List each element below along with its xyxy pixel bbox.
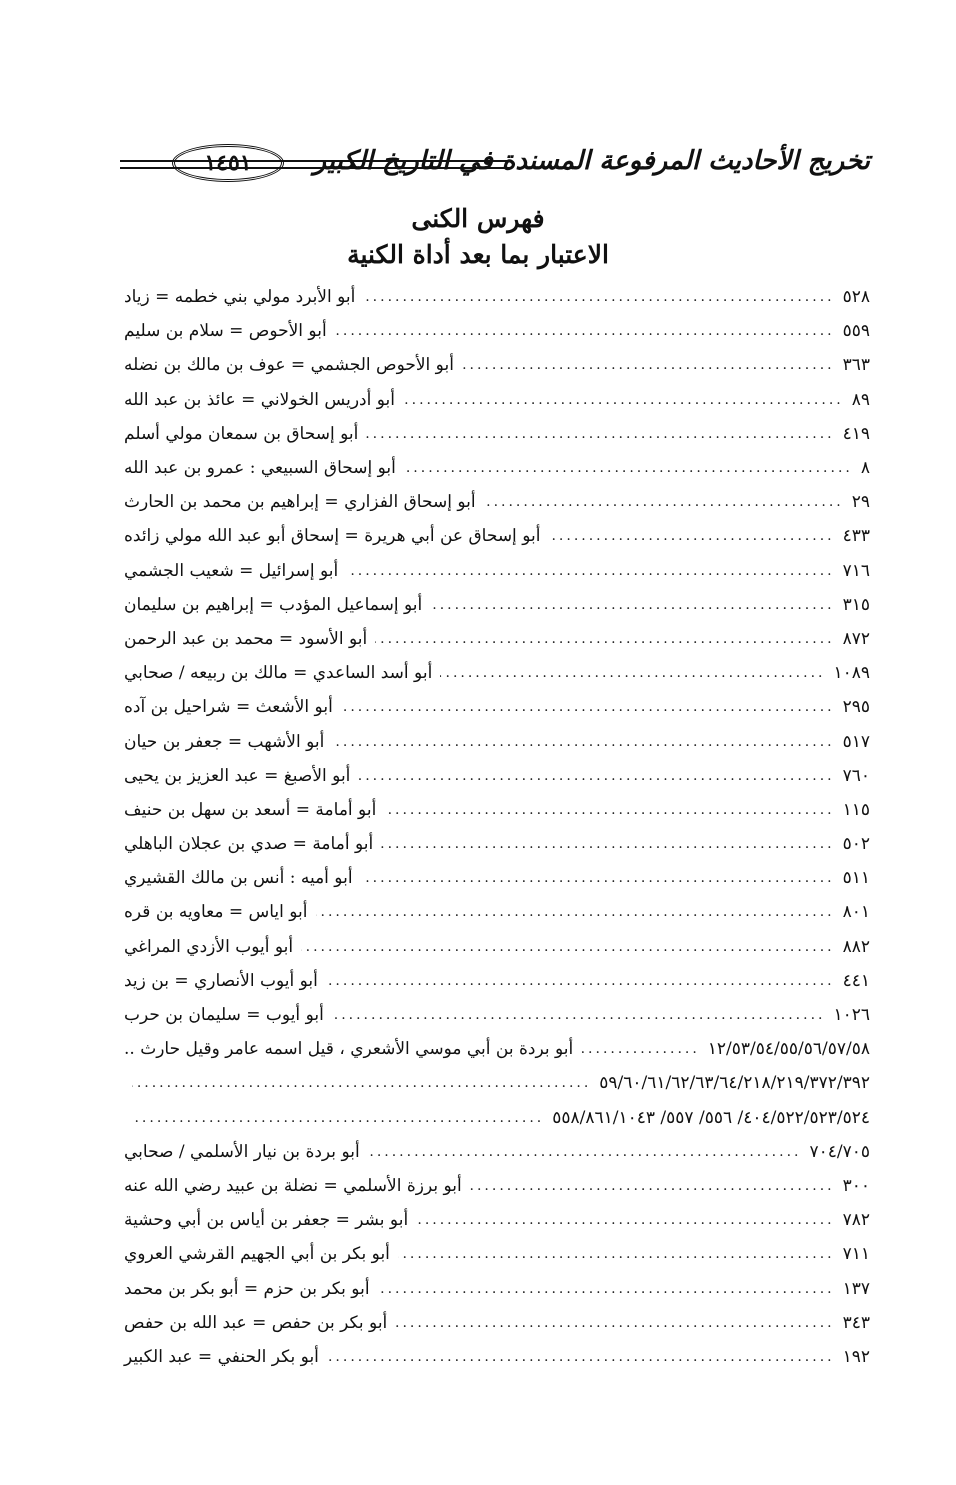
index-entry — [124, 554, 870, 588]
entry-page: ٤٤١ — [842, 970, 870, 991]
entry-page: ١٩٢ — [842, 1346, 870, 1367]
index-entry — [124, 1101, 870, 1135]
dot-leader — [375, 631, 834, 647]
entry-page: ٣٦٣ — [842, 355, 870, 376]
entry-page: ٢٩ — [851, 492, 870, 513]
index-entry — [124, 1340, 870, 1374]
entry-page: ٥١٧ — [842, 731, 870, 752]
dot-leader — [404, 460, 853, 476]
entry-page: ٧٨٢ — [842, 1210, 870, 1231]
dot-leader — [326, 973, 835, 989]
dot-leader — [398, 1246, 835, 1262]
entry-name: أبو بكر الحنفي = عبد الكبير — [124, 1346, 319, 1367]
index-entry — [124, 314, 870, 348]
entry-name: أبو الأحوص الجشمي = عوف بن مالك بن نضله — [124, 355, 454, 376]
entry-page: ٨٩ — [851, 389, 870, 410]
book-title: تخريج الأحاديث المرفوعة المسندة في التاريخ الكبير — [313, 146, 870, 176]
entry-page: ١٣٧ — [842, 1278, 870, 1299]
index-subtitle: الاعتبار بما بعد أداة الكنية — [347, 240, 609, 269]
entry-page: ٥٠٢ — [842, 834, 870, 855]
entry-name: أبو أيوب الأنصاري = بن زيد — [124, 970, 318, 991]
entry-page: ١٢/٥٣/٥٤/٥٥/٥٦/٥٧/٥٨ — [707, 1039, 870, 1060]
dot-leader — [346, 563, 834, 579]
dot-leader — [132, 1110, 544, 1126]
entry-name: أبو أميه : أنس بن مالك القشيري — [124, 868, 353, 889]
entry-page: ٧١١ — [842, 1244, 870, 1265]
header-rule-right — [420, 160, 510, 162]
dot-leader — [301, 939, 835, 955]
running-header — [120, 142, 870, 192]
entry-name: أبو أيوب = سليمان بن حرب — [124, 1005, 324, 1026]
entry-name: أبو اياس = معاويه بن قره — [124, 902, 308, 923]
entry-name: أبو بكر بن حزم = أبو بكر بن محمد — [124, 1278, 370, 1299]
entry-name: أبو إسماعيل المؤدب = إبراهيم بن سليمان — [124, 594, 423, 615]
entry-page: ١٠٨٩ — [833, 663, 870, 684]
entry-name: أبو الأحوص = سلام بن سليم — [124, 321, 327, 342]
index-entry — [124, 519, 870, 553]
index-list — [124, 280, 870, 1374]
index-entry — [124, 451, 870, 485]
dot-leader — [361, 870, 835, 886]
header-rule-right-lower — [420, 167, 510, 169]
entry-page: ٨ — [860, 458, 870, 479]
entry-page: ١٠٢٦ — [833, 1005, 870, 1026]
dot-leader — [366, 426, 834, 442]
entry-page: ٧٦٠ — [842, 765, 870, 786]
index-entry — [124, 1032, 870, 1066]
index-entry — [124, 348, 870, 382]
index-entry — [124, 1271, 870, 1305]
index-entry — [124, 724, 870, 758]
entry-page: ٢٩٥ — [842, 697, 870, 718]
dot-leader — [368, 1144, 802, 1160]
index-entry — [124, 1237, 870, 1271]
index-entry — [124, 827, 870, 861]
dot-leader — [358, 768, 834, 784]
dot-leader — [548, 528, 834, 544]
entry-name: أبو برزة الأسلمي = نضلة بن عبيد رضي الله عنه — [124, 1175, 462, 1196]
dot-leader — [381, 836, 834, 852]
dot-leader — [384, 802, 834, 818]
index-entry — [124, 793, 870, 827]
entry-page: ٥٩/٦٠/٦١/٦٢/٦٣/٦٤/٢١٨/٢١٩/٣٧٢/٣٩٢ — [599, 1073, 870, 1094]
entry-page: ٨٧٢ — [842, 628, 870, 649]
entry-page: ١١٥ — [842, 799, 870, 820]
entry-page: ٤٠٤/٥٢٢/٥٢٣/٥٢٤/ ٥٥٦/ ٥٥٧/ ٥٥٨/٨٦١/١٠٤٣ — [552, 1107, 870, 1128]
entry-page: ٣٤٣ — [842, 1312, 870, 1333]
dot-leader — [462, 357, 835, 373]
entry-name: أبو بردة بن أبي موسي الأشعري ، قيل اسمه عامر وقيل حارث .. — [124, 1039, 574, 1060]
entry-name: أبو بكر بن حفص = عبد الله بن حفص — [124, 1312, 388, 1333]
entry-name: أبو الأشعث = شراحيل بن آده — [124, 697, 333, 718]
dot-leader — [581, 1041, 700, 1057]
index-entry — [124, 1306, 870, 1340]
index-entry — [124, 930, 870, 964]
entry-page: ٣١٥ — [842, 594, 870, 615]
entry-page: ٨٠١ — [842, 902, 870, 923]
dot-leader — [430, 597, 834, 613]
index-entry — [124, 1135, 870, 1169]
index-entry — [124, 1066, 870, 1100]
entry-name: أبو بشر = جعفر بن أياس بن أبي وحشية — [124, 1210, 409, 1231]
entry-page: ٥٥٩ — [842, 321, 870, 342]
index-entry — [124, 383, 870, 417]
entry-name: أبو بكر بن أبي الجهيم القرشي العروي — [124, 1244, 390, 1265]
entry-page: ٤١٩ — [842, 423, 870, 444]
dot-leader — [335, 323, 835, 339]
page-number: ١٤٥١ — [204, 150, 252, 176]
dot-leader — [341, 699, 835, 715]
entry-page: ٤٣٣ — [842, 526, 870, 547]
entry-page: ٣٠٠ — [842, 1175, 870, 1196]
index-entry — [124, 622, 870, 656]
entry-page: ٧٠٤/٧٠٥ — [809, 1141, 870, 1162]
index-entry — [124, 964, 870, 998]
index-entry — [124, 998, 870, 1032]
dot-leader — [316, 904, 835, 920]
dot-leader — [327, 1349, 835, 1365]
index-entry — [124, 1203, 870, 1237]
entry-name: أبو إسحاق بن سمعان مولي أسلم — [124, 423, 359, 444]
index-entry — [124, 690, 870, 724]
dot-leader — [395, 1315, 834, 1331]
entry-name: أبو إسحاق الفزاري = إبراهيم بن محمد بن الحارث — [124, 492, 476, 513]
entry-name: أبو الأبرد مولي بني خطمه = زياد — [124, 287, 356, 308]
entry-name: أبو بردة بن نيار الأسلمي / صحابي — [124, 1141, 360, 1162]
dot-leader — [484, 494, 844, 510]
index-entry — [124, 280, 870, 314]
entry-page: ٨٨٢ — [842, 936, 870, 957]
dot-leader — [403, 392, 844, 408]
index-entry — [124, 895, 870, 929]
index-entry — [124, 1169, 870, 1203]
entry-name: أبو الأصبغ = عبد العزيز بن يحيى — [124, 765, 351, 786]
page-number-badge — [172, 144, 284, 182]
dot-leader — [470, 1178, 835, 1194]
entry-name: أبو أمامة = صدي بن عجلان الباهلي — [124, 834, 374, 855]
entry-name: أبو الأسود = محمد بن عبد الرحمن — [124, 628, 368, 649]
entry-name: أبو الأشهب = جعفر بن حيان — [124, 731, 325, 752]
entry-page: ٧١٦ — [842, 560, 870, 581]
entry-page: ٥١١ — [842, 868, 870, 889]
index-title: فهرس الكنى — [411, 204, 545, 233]
dot-leader — [132, 1075, 591, 1091]
entry-name: أبو إسحاق عن أبي هريرة = إسحاق أبو عبد الله مولي زائده — [124, 526, 541, 547]
dot-leader — [378, 1281, 835, 1297]
dot-leader — [332, 734, 834, 750]
index-entry — [124, 485, 870, 519]
entry-name: أبو إسرائيل = شعيب الجشمي — [124, 560, 339, 581]
index-entry — [124, 656, 870, 690]
index-entry — [124, 417, 870, 451]
dot-leader — [440, 665, 825, 681]
entry-name: أبو أدريس الخولاني = عائذ بن عبد الله — [124, 389, 395, 410]
dot-leader — [363, 289, 834, 305]
index-entry — [124, 861, 870, 895]
entry-name: أبو إسحاق السبيعي : عمرو بن عبد الله — [124, 458, 396, 479]
dot-leader — [416, 1212, 834, 1228]
entry-name: أبو أيوب الأزدي المراغي — [124, 936, 294, 957]
entry-name: أبو أسد الساعدي = مالك بن ربيعه / صحابي — [124, 663, 433, 684]
entry-name: أبو أمامة = أسعد بن سهل بن حنيف — [124, 799, 377, 820]
index-entry — [124, 759, 870, 793]
dot-leader — [332, 1007, 826, 1023]
index-entry — [124, 588, 870, 622]
entry-page: ٥٢٨ — [842, 287, 870, 308]
